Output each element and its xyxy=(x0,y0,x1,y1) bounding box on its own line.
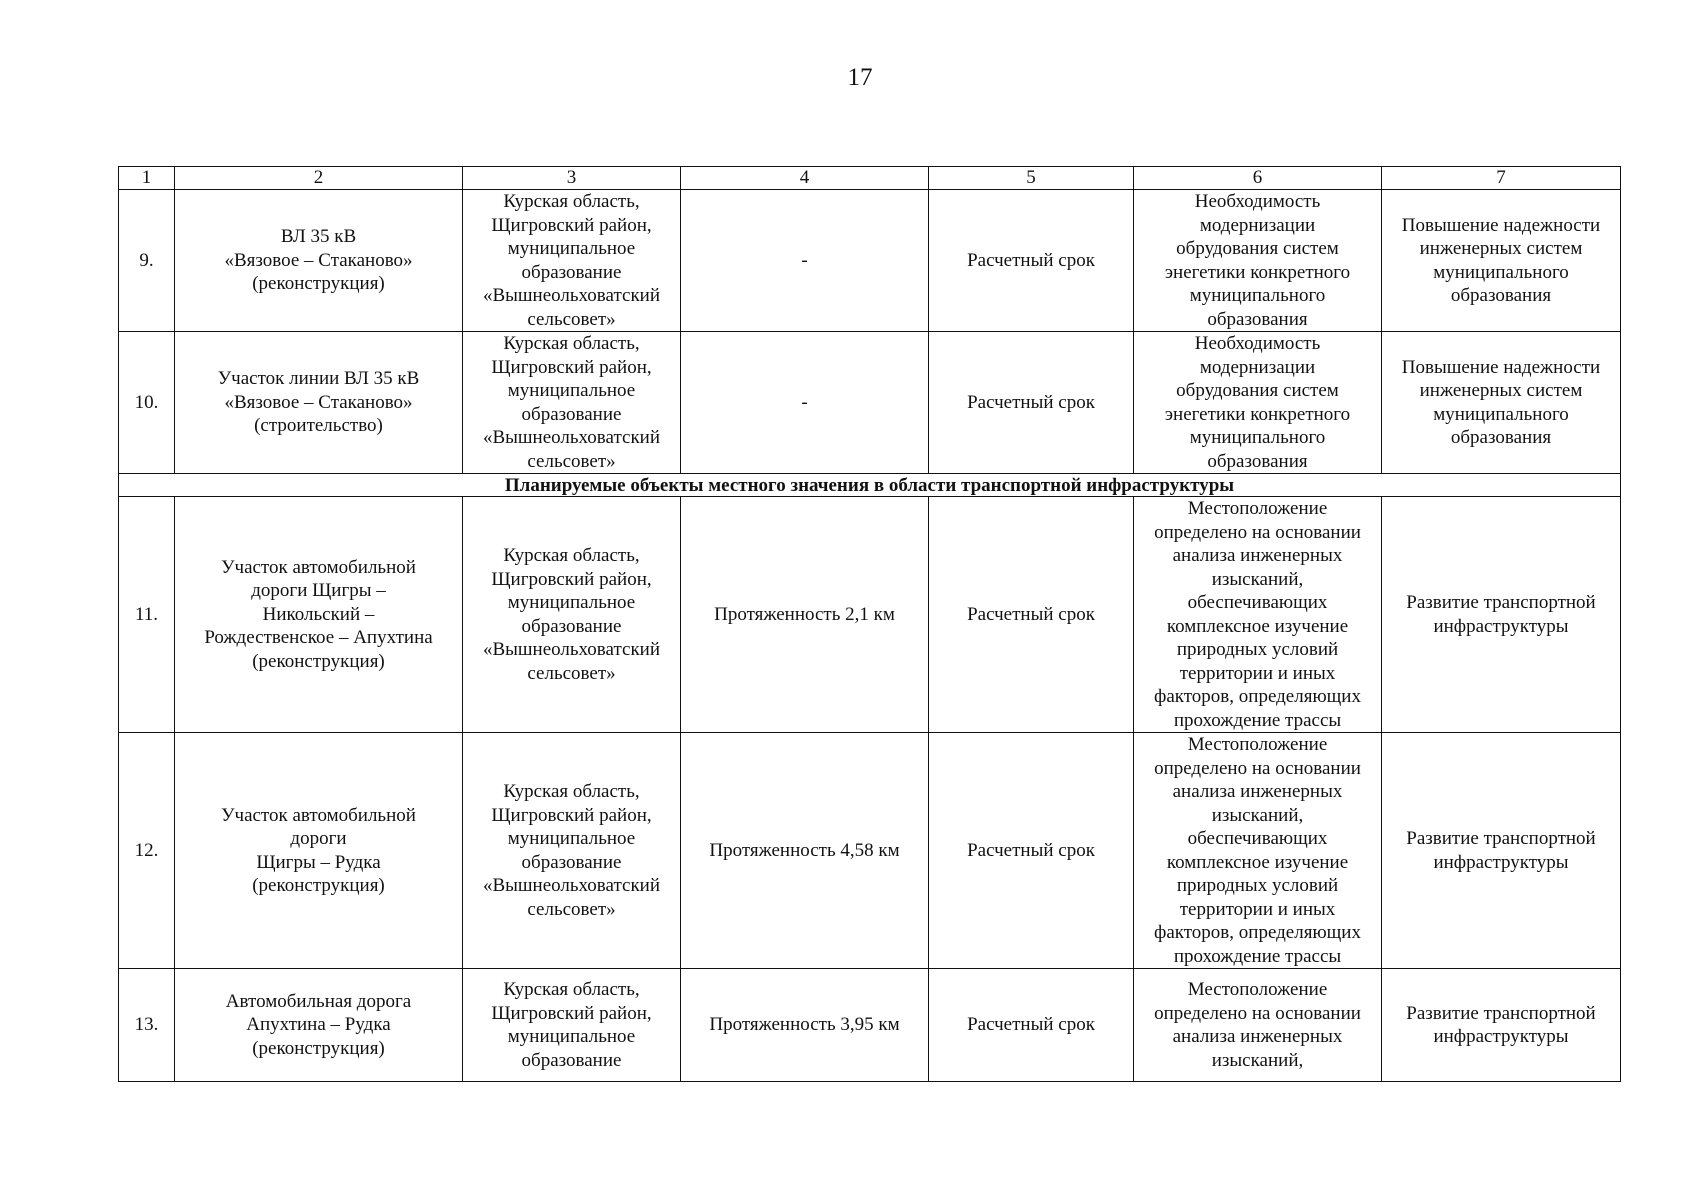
object-location xyxy=(463,969,681,1082)
column-header: 4 xyxy=(681,167,929,190)
object-characteristics: Протяженность 4,58 км xyxy=(681,733,929,969)
object-location-text: Курская область, Щигровский район, муниципальное образование «Вышнеольховатский сельсовет» xyxy=(482,781,661,920)
object-name xyxy=(175,733,463,969)
object-term: Расчетный срок xyxy=(929,332,1134,474)
object-term: Расчетный срок xyxy=(929,497,1134,733)
object-location xyxy=(463,190,681,332)
object-purpose-text: Развитие транспортной инфраструктуры xyxy=(1406,592,1596,637)
column-header: 1 xyxy=(119,167,175,190)
table-row xyxy=(119,733,1621,969)
object-name-text: Участок линии ВЛ 35 кВ «Вязовое – Стаканово» (строительство) xyxy=(217,368,420,437)
row-number: 13. xyxy=(119,969,175,1082)
object-name-text: Участок автомобильной дороги Щигры – Рудка (реконструкция) xyxy=(221,804,416,896)
object-purpose xyxy=(1382,497,1621,733)
section-header-row xyxy=(119,474,1621,497)
object-term: Расчетный срок xyxy=(929,190,1134,332)
object-reason-text: Местоположение определено на основании анализа инженерных изысканий, обеспечивающих комплексное изучение природных условий территории и иных факторов, определяющих прохождение трассы xyxy=(1154,734,1361,967)
object-reason-text: Необходимость модернизации обрудования систем энегетики конкретного муниципального образования xyxy=(1164,191,1351,330)
object-characteristics: Протяженность 2,1 км xyxy=(681,497,929,733)
object-name-text: Автомобильная дорога Апухтина – Рудка (реконструкция) xyxy=(225,990,412,1059)
object-term: Расчетный срок xyxy=(929,733,1134,969)
column-number-row xyxy=(119,167,1621,190)
object-reason xyxy=(1134,497,1382,733)
object-reason-text: Местоположение определено на основании анализа инженерных изысканий, xyxy=(1154,979,1361,1071)
object-purpose xyxy=(1382,969,1621,1082)
object-name-text: Участок автомобильной дороги Щигры – Никольский – Рождественское – Апухтина (реконструкция) xyxy=(204,556,433,672)
column-header: 6 xyxy=(1134,167,1382,190)
object-name xyxy=(175,190,463,332)
column-header: 2 xyxy=(175,167,463,190)
table-row xyxy=(119,497,1621,733)
object-location-text: Курская область, Щигровский район, муниципальное образование «Вышнеольховатский сельсовет» xyxy=(482,545,661,684)
object-reason xyxy=(1134,332,1382,474)
object-location xyxy=(463,733,681,969)
object-name-text: ВЛ 35 кВ «Вязовое – Стаканово» (реконструкция) xyxy=(224,226,413,295)
table-row xyxy=(119,190,1621,332)
object-purpose-text: Развитие транспортной инфраструктуры xyxy=(1406,1002,1596,1047)
column-header: 7 xyxy=(1382,167,1621,190)
object-purpose xyxy=(1382,190,1621,332)
section-title: Планируемые объекты местного значения в области транспортной инфраструктуры xyxy=(119,474,1621,497)
objects-table xyxy=(118,166,1621,1082)
object-reason xyxy=(1134,190,1382,332)
object-term: Расчетный срок xyxy=(929,969,1134,1082)
object-reason-text: Местоположение определено на основании анализа инженерных изысканий, обеспечивающих комплексное изучение природных условий территории и иных факторов, определяющих прохождение трассы xyxy=(1154,498,1361,731)
object-location-text: Курская область, Щигровский район, муниципальное образование xyxy=(491,979,652,1071)
object-name xyxy=(175,332,463,474)
table-row xyxy=(119,969,1621,1082)
object-purpose-text: Развитие транспортной инфраструктуры xyxy=(1406,828,1596,873)
object-characteristics: Протяженность 3,95 км xyxy=(681,969,929,1082)
object-purpose xyxy=(1382,733,1621,969)
object-characteristics: - xyxy=(681,332,929,474)
object-reason xyxy=(1134,733,1382,969)
row-number: 10. xyxy=(119,332,175,474)
object-name xyxy=(175,497,463,733)
object-name xyxy=(175,969,463,1082)
row-number: 12. xyxy=(119,733,175,969)
object-location-text: Курская область, Щигровский район, муниципальное образование «Вышнеольховатский сельсовет» xyxy=(482,333,661,472)
object-location-text: Курская область, Щигровский район, муниципальное образование «Вышнеольховатский сельсовет» xyxy=(482,191,661,330)
object-reason-text: Необходимость модернизации обрудования систем энегетики конкретного муниципального образования xyxy=(1164,333,1351,472)
object-characteristics: - xyxy=(681,190,929,332)
object-reason xyxy=(1134,969,1382,1082)
object-location xyxy=(463,497,681,733)
page-number: 17 xyxy=(847,64,873,91)
object-location xyxy=(463,332,681,474)
object-purpose-text: Повышение надежности инженерных систем муниципального образования xyxy=(1401,214,1601,306)
table-row xyxy=(119,332,1621,474)
object-purpose xyxy=(1382,332,1621,474)
column-header: 5 xyxy=(929,167,1134,190)
column-header: 3 xyxy=(463,167,681,190)
row-number: 11. xyxy=(119,497,175,733)
row-number: 9. xyxy=(119,190,175,332)
object-purpose-text: Повышение надежности инженерных систем муниципального образования xyxy=(1401,356,1601,448)
